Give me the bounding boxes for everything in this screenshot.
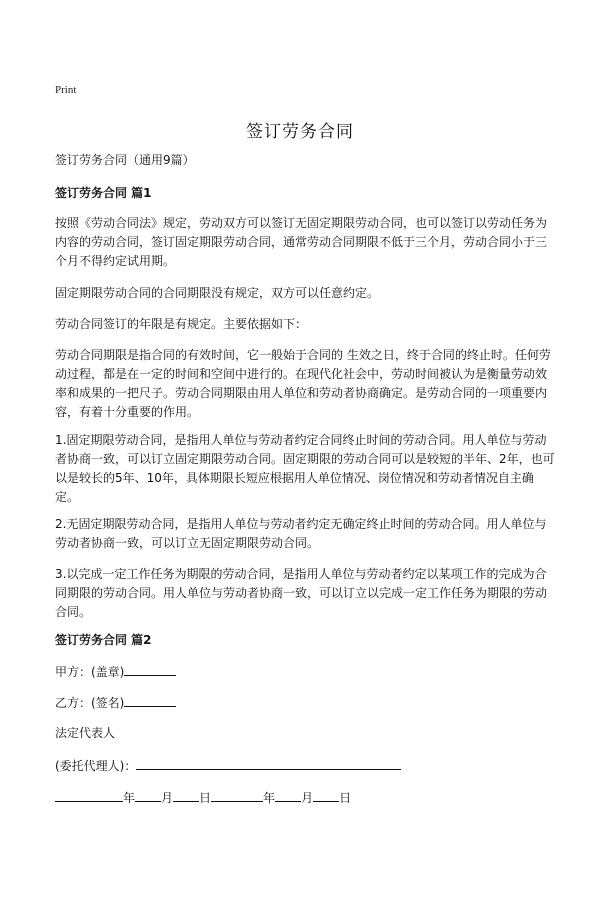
print-label: Print [55, 84, 77, 96]
date-day-label-2: 日 [339, 791, 352, 805]
party-a-label: 甲方：(盖章) [55, 665, 125, 679]
date-month-label-1: 月 [161, 791, 174, 805]
date-month-label-2: 月 [301, 791, 314, 805]
page-title: 签订劳务合同 [246, 122, 354, 142]
party-a-row [55, 662, 176, 682]
section-heading-2: 签订劳务合同 篇2 [55, 633, 152, 647]
paragraph-6: 2.无固定期限劳动合同，是指用人单位与劳动者约定无确定终止时间的劳动合同。用人单位与劳动者协商一致，可以订立无固定期限劳动合同。 [55, 517, 547, 550]
party-b-blank[interactable] [124, 693, 176, 707]
date-day-blank-1[interactable] [173, 788, 199, 802]
paragraph-2: 固定期限劳动合同的合同期限没有规定，双方可以任意约定。 [55, 286, 380, 300]
document-subtitle: 签订劳务合同（通用9篇） [55, 153, 195, 167]
party-b-label: 乙方：(签名) [55, 696, 125, 710]
date-year-blank-1[interactable] [55, 788, 123, 802]
legal-rep-label: 法定代表人 [55, 726, 116, 740]
party-b-row [55, 693, 176, 713]
date-month-blank-1[interactable] [135, 788, 161, 802]
date-month-blank-2[interactable] [275, 788, 301, 802]
date-row [55, 788, 351, 808]
date-day-label-1: 日 [199, 791, 212, 805]
legal-rep-row [55, 724, 115, 743]
party-a-blank[interactable] [124, 662, 176, 676]
agent-row [55, 756, 401, 776]
date-day-blank-2[interactable] [313, 788, 339, 802]
agent-blank[interactable] [136, 756, 401, 770]
paragraph-3: 劳动合同签订的年限是有规定。主要依据如下： [55, 317, 308, 331]
agent-label: (委托代理人)： [55, 759, 137, 773]
paragraph-5: 1.固定期限劳动合同，是指用人单位与劳动者约定合同终止时间的劳动合同。用人单位与劳动者协商一致，可以订立固定期限劳动合同。固定期限的劳动合同可以是较短的半年、2年，也可以是较长的5年、10年，具体期限长短应根据用人单位情况、岗位情况和劳动者情况自主确定。 [55, 433, 555, 504]
paragraph-7: 3.以完成一定工作任务为期限的劳动合同，是指用人单位与劳动者约定以某项工作的完成为合同期限的劳动合同。用人单位与劳动者协商一致，可以订立以完成一定工作任务为期限的劳动合同。 [55, 567, 548, 619]
section-heading-1: 签订劳务合同 篇1 [55, 186, 152, 200]
date-year-label-1: 年 [123, 791, 136, 805]
date-year-blank-2[interactable] [211, 788, 263, 802]
paragraph-1: 按照《劳动合同法》规定，劳动双方可以签订无固定期限劳动合同，也可以签订以劳动任务为内容的劳动合同，签订固定期限劳动合同，通常劳动合同期限不低于三个月，劳动合同小于三个月不得约定试用期。 [55, 216, 548, 268]
date-year-label-2: 年 [263, 791, 276, 805]
paragraph-4: 劳动合同期限是指合同的有效时间，它一般始于合同的 生效之日，终于合同的终止时。任何劳动过程，都是在一定的时间和空间中进行的。在现代化社会中，劳动时间被认为是衡量劳动效率和成果的一把尺子。劳动合同期限由用人单位和劳动者协商确定。是劳动合同的一项重要内容，有着十分重要的作用。 [55, 348, 551, 419]
